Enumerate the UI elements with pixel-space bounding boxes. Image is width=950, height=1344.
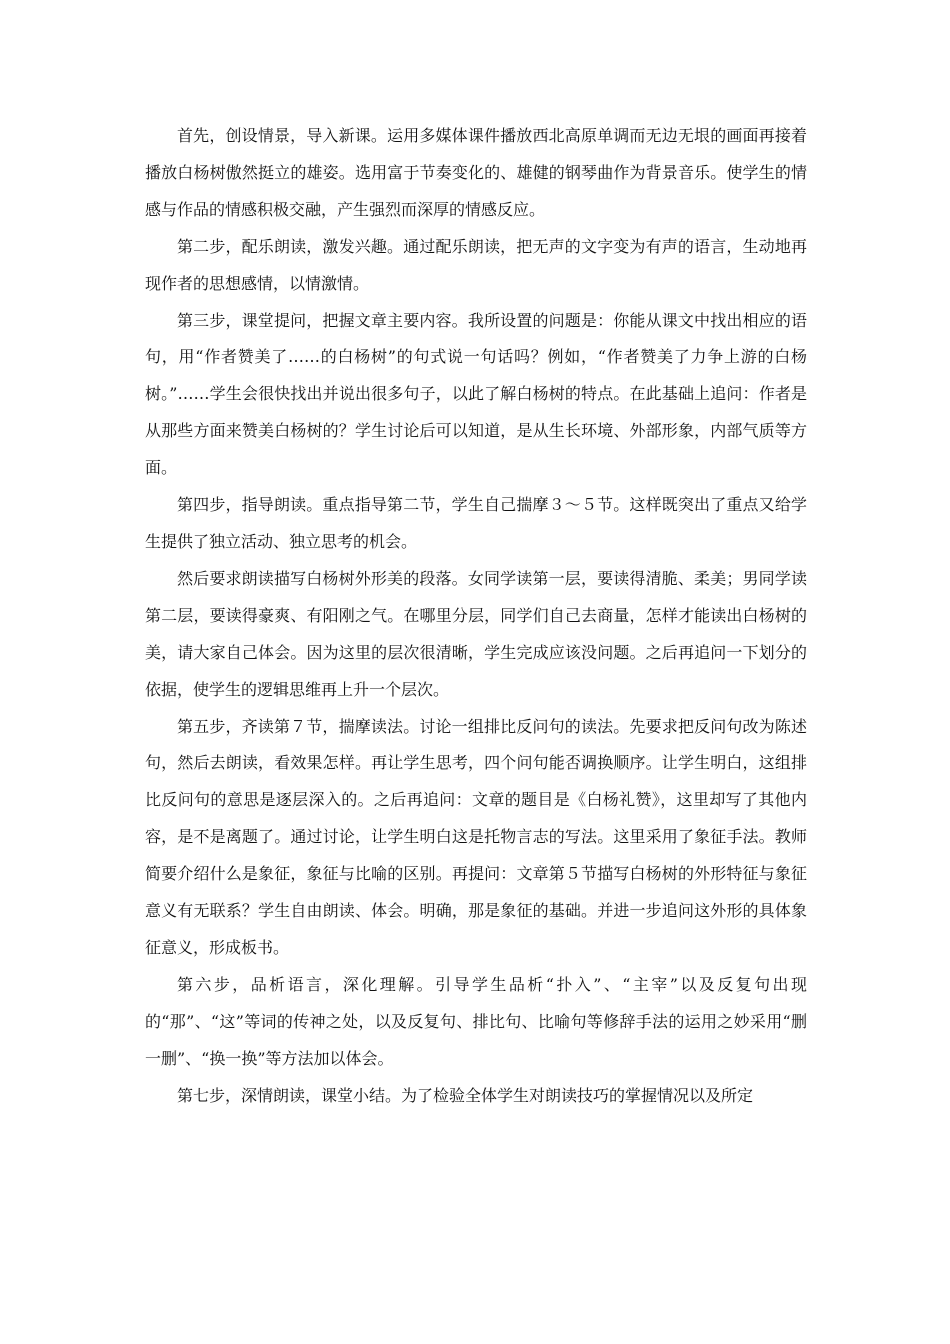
paragraph-step-2: 第二步，配乐朗读，激发兴趣。通过配乐朗读，把无声的文字变为有声的语言，生动地再现作者的思想感情，以情激情。 bbox=[145, 236, 807, 293]
paragraph-step-5: 第五步，齐读第７节，揣摩读法。讨论一组排比反问句的读法。先要求把反问句改为陈述句，然后去朗读，看效果怎样。再让学生思考，四个问句能否调换顺序。让学生明白，这组排比反问句的意思是逐层深入的。之后再追问：文章的题目是《白杨礼赞》，这里却写了其他内容，是不是离题了。通过讨论，让学生明白这是托物言志的写法。这里采用了象征手法。教师简要介绍什么是象征，象征与比喻的区别。再提问：文章第５节描写白杨树的外形特征与象征意义有无联系？学生自由朗读、体会。明确，那是象征的基础。并进一步追问这外形的具体象征意义，形成板书。 bbox=[145, 716, 807, 957]
paragraph-step-4-followup: 然后要求朗读描写白杨树外形美的段落。女同学读第一层，要读得清脆、柔美；男同学读第二层，要读得豪爽、有阳刚之气。在哪里分层，同学们自己去商量，怎样才能读出白杨树的美，请大家自己体会。因为这里的层次很清晰，学生完成应该没问题。之后再追问一下划分的依据，使学生的逻辑思维再上升一个层次。 bbox=[145, 568, 807, 699]
paragraph-intro: 首先，创设情景，导入新课。运用多媒体课件播放西北高原单调而无边无垠的画面再接着播放白杨树傲然挺立的雄姿。选用富于节奏变化的、雄健的钢琴曲作为背景音乐。使学生的情感与作品的情感积极交融，产生强烈而深厚的情感反应。 bbox=[145, 126, 807, 219]
paragraph-step-6: 第六步，品析语言，深化理解。引导学生品析“扑入”、“主宰”以及反复句出现的“那”、“这”等词的传神之处，以及反复句、排比句、比喻句等修辞手法的运用之妙采用“删一删”、“换一换”等方法加以体会。 bbox=[145, 974, 807, 1068]
paragraph-step-7: 第七步，深情朗读，课堂小结。为了检验全体学生对朗读技巧的掌握情况以及所定 bbox=[177, 1085, 754, 1105]
paragraph-step-3: 第三步，课堂提问，把握文章主要内容。我所设置的问题是：你能从课文中找出相应的语句，用“作者赞美了……的白杨树”的句式说一句话吗？例如，“作者赞美了力争上游的白杨树。”……学生会很快找出并说出很多句子，以此了解白杨树的特点。在此基础上追问：作者是从那些方面来赞美白杨树的？学生讨论后可以知道，是从生长环境、外部形象，内部气质等方面。 bbox=[145, 310, 807, 478]
document-body bbox=[145, 118, 807, 1114]
paragraph-step-4: 第四步，指导朗读。重点指导第二节，学生自己揣摩３～５节。这样既突出了重点又给学生提供了独立活动、独立思考的机会。 bbox=[145, 495, 807, 551]
